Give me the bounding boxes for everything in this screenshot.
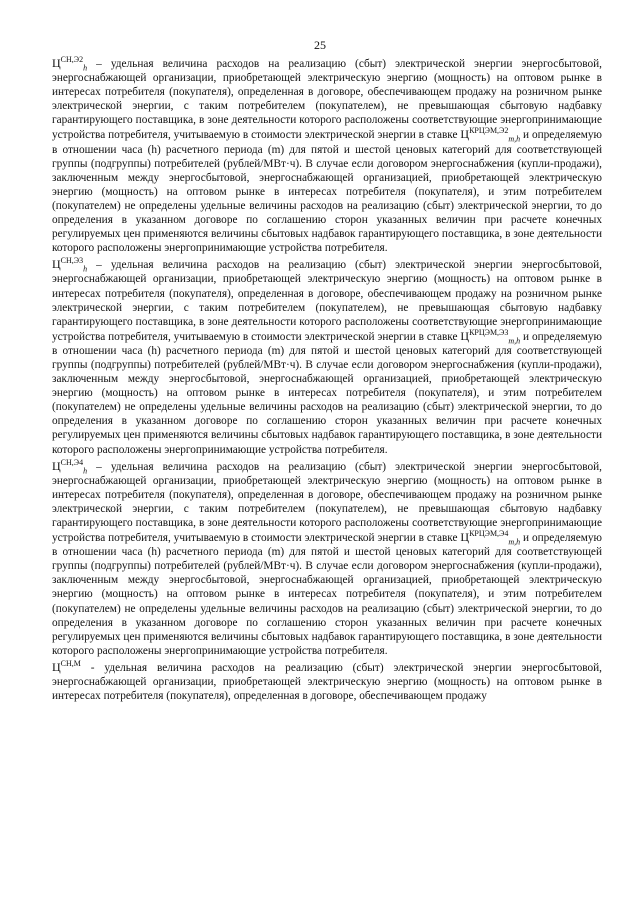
definition-paragraph	[52, 56, 602, 255]
document-body	[52, 56, 602, 705]
inline-formula-symbol: $Ц^{КРЦЭМ,Э3}_{m,h}$	[460, 328, 521, 346]
definition-text-continued: и определяемую в отношении часа (h) расчетного периода (m) для пятой и шестой ценовых категорий для соответствующей группы (подгруппы) потребителей (рублей/МВт·ч). В случае если договором энергоснабжения (купли-продажи), заключенным между энергосбытовой, энергоснабжающей организацией, приобретающей электрическую энергию (мощность) на оптовом рынке в интересах потребителя (покупателя), и этим потребителем (покупателем) не определены удельные величины расходов на реализацию (сбыт) электрической энергии, то до определения в указанном договоре по соглашению сторон указанных величин при расчете конечных регулируемых цен применяются величины сбытовых надбавок гарантирующего поставщика, в зоне деятельности которого расположены энергопринимающие устройства потребителя.	[52, 532, 602, 657]
formula-symbol: $Ц^{СН,Э4}_h$	[52, 457, 88, 475]
definition-text: - удельная величина расходов на реализацию (сбыт) электрической энергии энергосбытовой, энергоснабжающей организации, приобретающей электрическую энергию (мощность) на оптовом рынке в интересах потребителя (покупателя), определенная в договоре, обеспечивающем продажу	[52, 661, 602, 703]
page-number: 25	[314, 38, 326, 52]
inline-formula-symbol: $Ц^{КРЦЭМ,Э4}_{m,h}$	[460, 529, 521, 547]
definition-paragraph	[52, 257, 602, 456]
definition-text-continued: и определяемую в отношении часа (h) расчетного периода (m) для пятой и шестой ценовых категорий для соответствующей группы (подгруппы) потребителей (рублей/МВт·ч). В случае если договором энергоснабжения (купли-продажи), заключенным между энергосбытовой, энергоснабжающей организацией, приобретающей электрическую энергию (мощность) на оптовом рынке в интересах потребителя (покупателя), и этим потребителем (покупателем) не определены удельные величины расходов на реализацию (сбыт) электрической энергии, то до определения в указанном договоре по соглашению сторон указанных величин при расчете конечных регулируемых цен применяются величины сбытовых надбавок гарантирующего поставщика, в зоне деятельности которого расположены энергопринимающие устройства потребителя.	[52, 330, 602, 456]
definition-text: – удельная величина расходов на реализацию (сбыт) электрической энергии энергосбытовой, энергоснабжающей организации, приобретающей электрическую энергию (мощность) на оптовом рынке в интересах потребителя (покупателя), определенная в договоре, обеспечивающем продажу на розничном рынке электрической энергии, с таким потребителем (покупателем), не превышающая сбытовую надбавку гарантирующего поставщика, в зоне деятельности которого расположены соответствующие энергопринимающие устройства потребителя, учитываемую в стоимости электрической энергии в ставке	[52, 58, 602, 142]
definition-text: – удельная величина расходов на реализацию (сбыт) электрической энергии энергосбытовой, энергоснабжающей организации, приобретающей электрическую энергию (мощность) на оптовом рынке в интересах потребителя (покупателя), определенная в договоре, обеспечивающем продажу на розничном рынке электрической энергии, с таким потребителем (покупателем), не превышающая сбытовую надбавку гарантирующего поставщика, в зоне деятельности которого расположены соответствующие энергопринимающие устройства потребителя, учитываемую в стоимости электрической энергии в ставке	[52, 460, 602, 545]
formula-symbol: $Ц^{СН,Э3}_h$	[52, 256, 88, 274]
formula-symbol: $Ц^{СН,Э2}_h$	[52, 55, 88, 73]
formula-symbol: $Ц^{СН,М}$	[52, 659, 81, 674]
definition-text-continued: и определяемую в отношении часа (h) расчетного периода (m) для пятой и шестой ценовых категорий для соответствующей группы (подгруппы) потребителей (рублей/МВт·ч). В случае если договором энергоснабжения (купли-продажи), заключенным между энергосбытовой, энергоснабжающей организацией, приобретающей электрическую энергию (мощность) на оптовом рынке в интересах потребителя (покупателя), и этим потребителем (покупателем) не определены удельные величины расходов на реализацию (сбыт) электрической энергии, то до определения в указанном договоре по соглашению сторон указанных величин при расчете конечных регулируемых цен применяются величины сбытовых надбавок гарантирующего поставщика, в зоне деятельности которого расположены энергопринимающие устройства потребителя.	[52, 129, 602, 255]
definition-paragraph	[52, 459, 602, 658]
definition-text: – удельная величина расходов на реализацию (сбыт) электрической энергии энергосбытовой, энергоснабжающей организации, приобретающей электрическую энергию (мощность) на оптовом рынке в интересах потребителя (покупателя), определенная в договоре, обеспечивающем продажу на розничном рынке электрической энергии, с таким потребителем (покупателем), не превышающая сбытовую надбавку гарантирующего поставщика, в зоне деятельности которого расположены соответствующие энергопринимающие устройства потребителя, учитываемую в стоимости электрической энергии в ставке	[52, 259, 602, 343]
inline-formula-symbol: $Ц^{КРЦЭМ,Э2}_{m,h}$	[460, 126, 521, 144]
definition-paragraph	[52, 660, 602, 703]
